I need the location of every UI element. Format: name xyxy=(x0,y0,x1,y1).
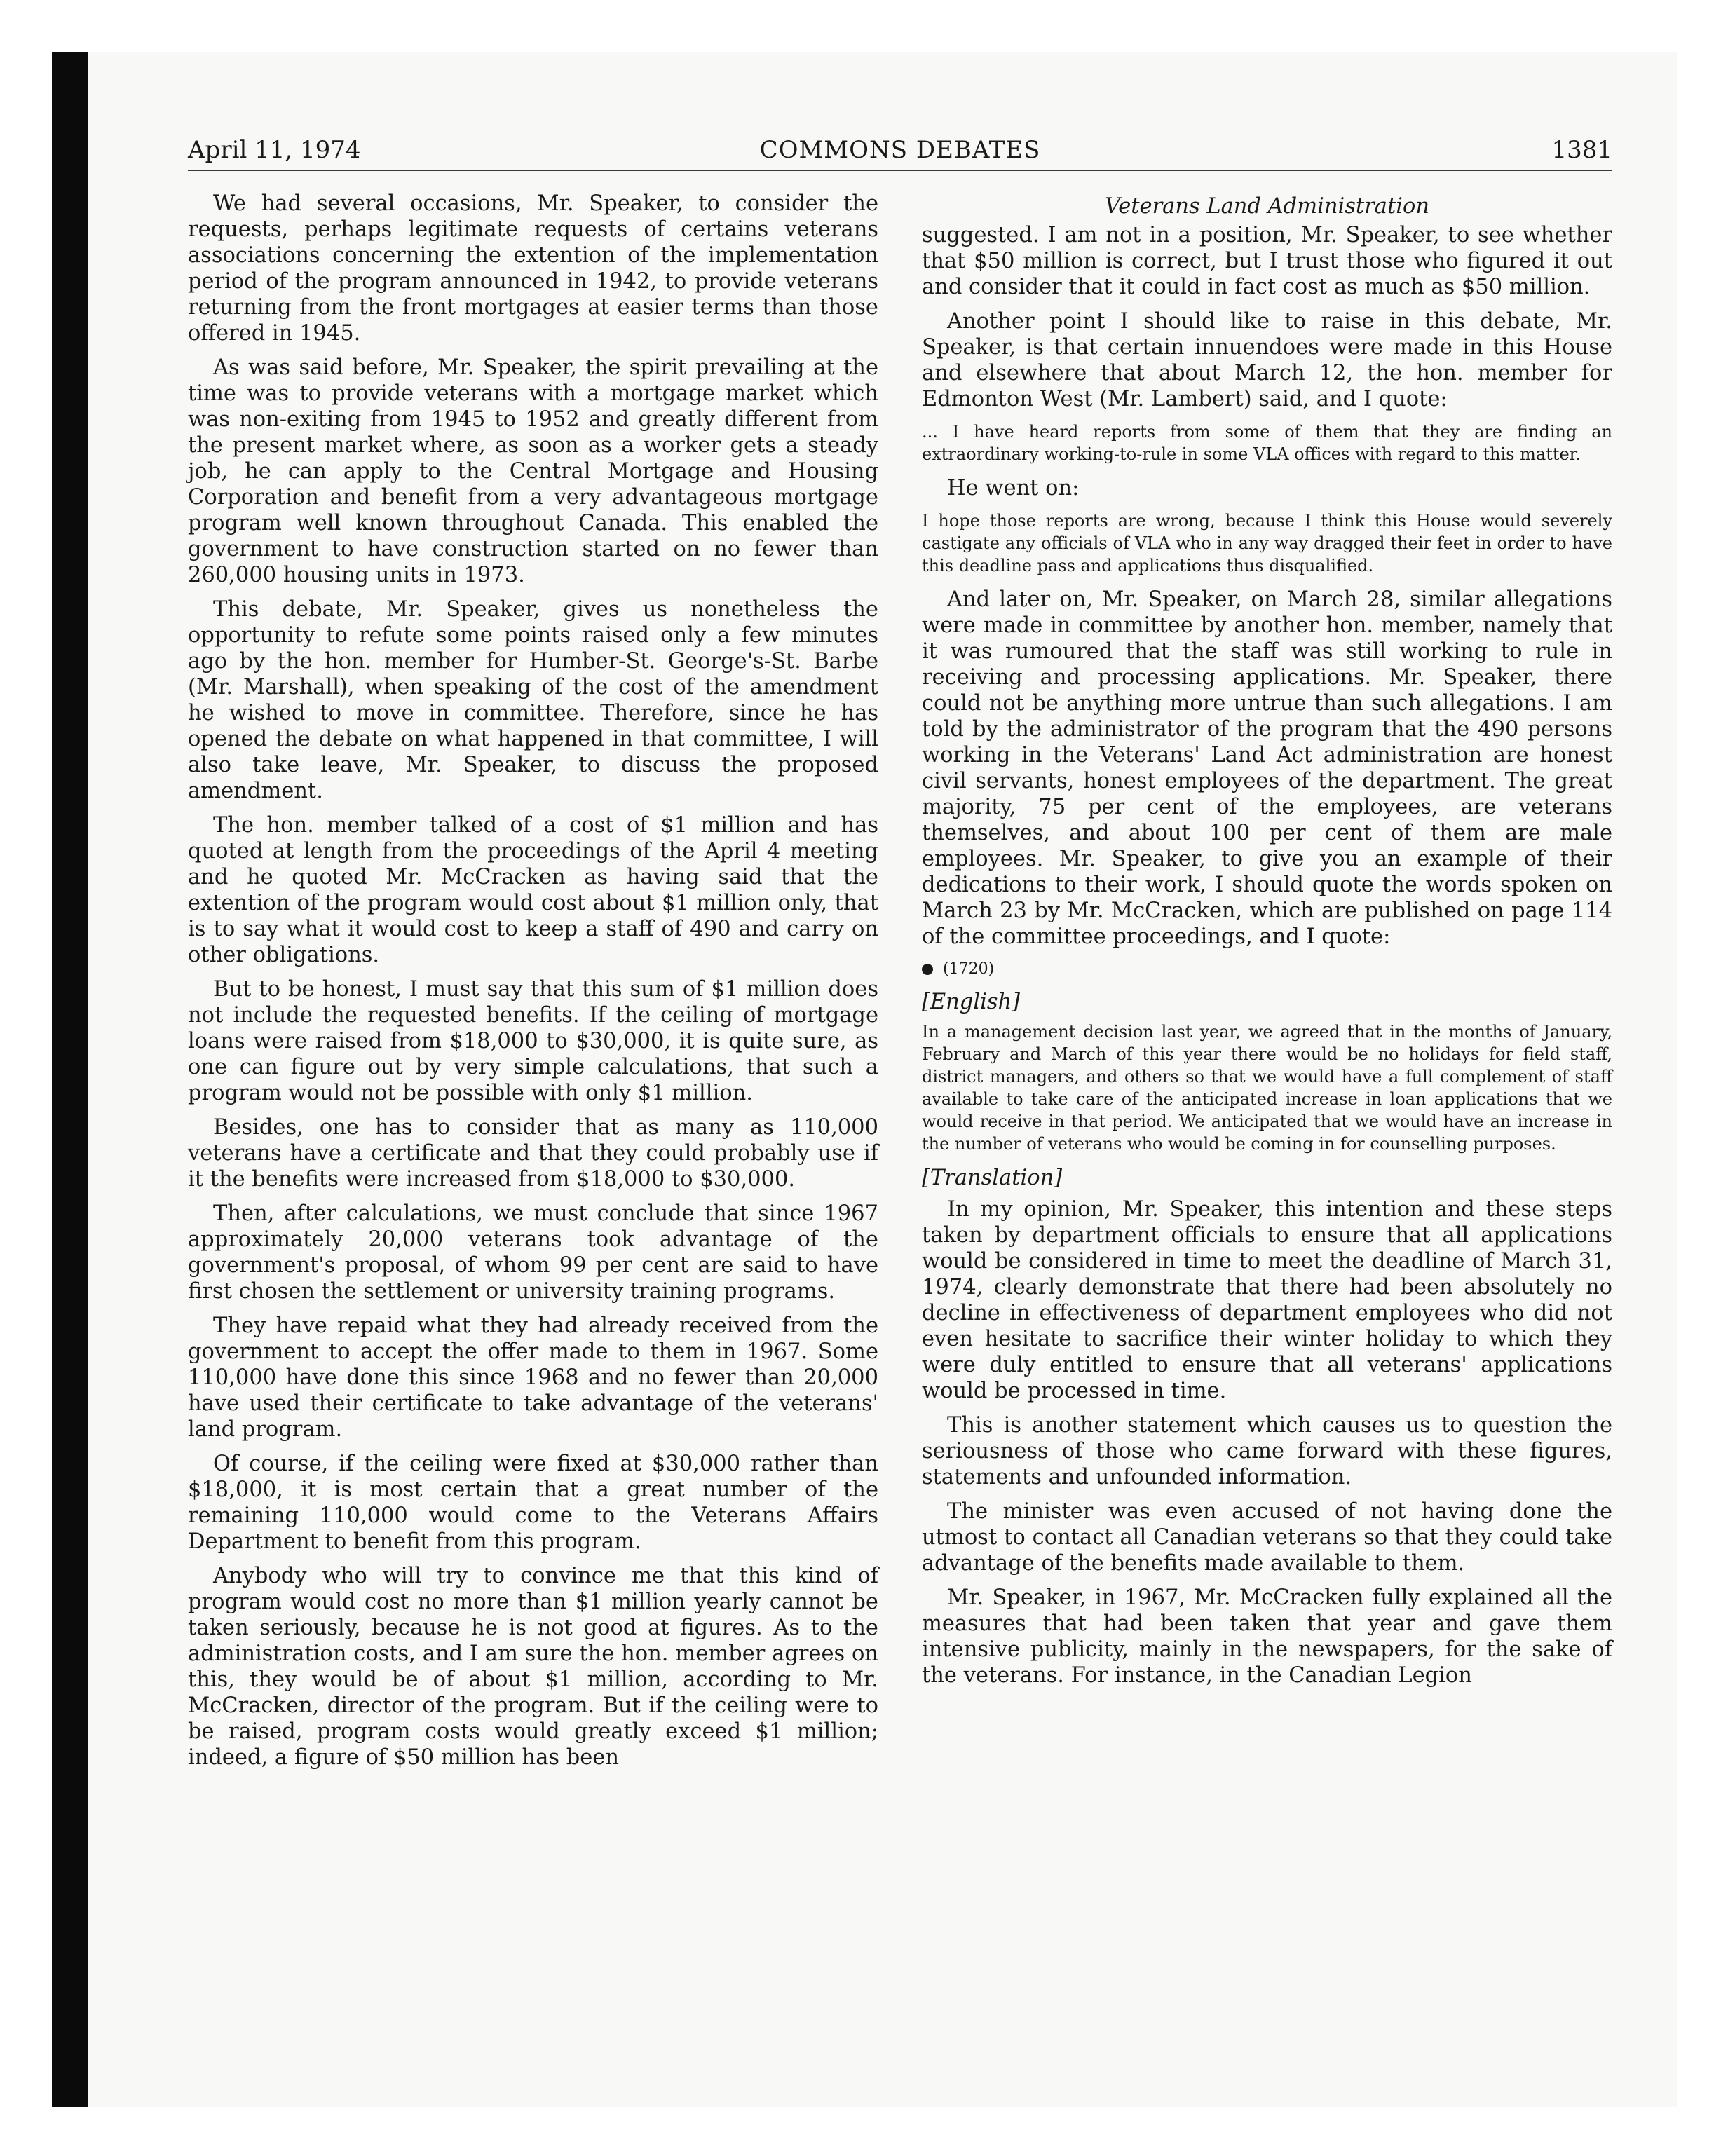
right-column xyxy=(922,193,1612,1697)
paragraph: The minister was even accused of not having done the utmost to contact all Canadian veterans so that they could take advantage of the benefits made available to them. xyxy=(922,1499,1612,1576)
paragraph: The hon. member talked of a cost of $1 million and has quoted at length from the proceedings of the April 4 meeting and he quoted Mr. McCracken as having said that the extention of the program would cost about $1 million only, that is to say what it would cost to keep a staff of 490 and carry on other obligations. xyxy=(188,813,878,967)
paragraph: Of course, if the ceiling were fixed at $30,000 rather than $18,000, it is most certain that a great number of the remaining 110,000 would come to the Veterans Affairs Department to benefit from this program. xyxy=(188,1452,878,1554)
paragraph: We had several occasions, Mr. Speaker, to consider the requests, perhaps legitimate requests of certains veterans associations concerning the extention of the implementation period of the program announced in 1942, to provide veterans returning from the front mortgages at easier terms than those offered in 1945. xyxy=(188,191,878,346)
paragraph: Besides, one has to consider that as many as 110,000 veterans have a certificate and that they could probably use if it the benefits were increased from $18,000 to $30,000. xyxy=(188,1115,878,1192)
block-quote: ... I have heard reports from some of them that they are finding an extraordinary working-to-rule in some VLA offices with regard to this matter. xyxy=(922,422,1612,464)
paragraph-continuation: suggested. I am not in a position, Mr. Speaker, to see whether that $50 million is correct, but I trust those who figured it out and consider that it could in fact cost as much as $50 million. xyxy=(922,223,1612,299)
header-date: April 11, 1974 xyxy=(188,136,361,164)
paragraph: This is another statement which causes us to question the seriousness of those who came forward with these figures, statements and unfounded information. xyxy=(922,1413,1612,1489)
header-page-number: 1381 xyxy=(1551,136,1612,164)
paragraph: Mr. Speaker, in 1967, Mr. McCracken fully explained all the measures that had been taken that year and gave them intensive publicity, mainly in the newspapers, for the sake of the veterans. For instance, in the Canadian Legion xyxy=(922,1585,1612,1688)
time-stamp-text: (1720) xyxy=(943,960,995,978)
paragraph: Another point I should like to raise in this debate, Mr. Speaker, is that certain innuendoes were made in this House and elsewhere that about March 12, the hon. member for Edmonton West (Mr. Lambert) said, and I quote: xyxy=(922,309,1612,411)
language-tag-english: [English] xyxy=(922,990,1021,1014)
paragraph: Then, after calculations, we must conclude that since 1967 approximately 20,000 veterans took advantage of the government's proposal, of whom 99 per cent are said to have first chosen the settlement or university training programs. xyxy=(188,1201,878,1304)
section-heading: Veterans Land Administration xyxy=(1105,194,1429,219)
paragraph: And later on, Mr. Speaker, on March 28, similar allegations were made in committee by another hon. member, namely that it was rumoured that the staff was still working to rule in receiving and processing applications. Mr. Speaker, there could not be anything more untrue than such allegations. I am told by the administrator of the program that the 490 persons working in the Veterans' Land Act administration are honest civil servants, honest employees of the department. The great majority, 75 per cent of the employees, are veterans themselves, and about 100 per cent of them are male employees. Mr. Speaker, to give you an example of their dedications to their work, I should quote the words spoken on March 23 by Mr. McCracken, which are published on page 114 of the committee proceedings, and I quote: xyxy=(922,587,1612,949)
left-column xyxy=(188,191,878,1779)
language-tag-translation: [Translation] xyxy=(922,1166,1063,1190)
bullet-icon xyxy=(922,964,933,975)
block-quote: In a management decision last year, we agreed that in the months of January, February and March of this year there would be no holidays for field staff, district managers, and others so that we would have a full complement of staff available to take care of the anticipated increase in loan applications that we would receive in that period. We anticipated that we would have an increase in the number of veterans who would be coming in for counselling purposes. xyxy=(922,1022,1612,1154)
page-header xyxy=(188,135,1612,171)
paragraph: In my opinion, Mr. Speaker, this intention and these steps taken by department officials to ensure that all applications would be considered in time to meet the deadline of March 31, 1974, clearly demonstrate that there had been absolutely no decline in effectiveness of department employees who did not even hesitate to sacrifice their winter holiday to which they were duly entitled to ensure that all veterans' applications would be processed in time. xyxy=(922,1197,1612,1403)
paragraph: But to be honest, I must say that this sum of $1 million does not include the requested benefits. If the ceiling of mortgage loans were raised from $18,000 to $30,000, it is quite sure, as one can figure out by very simple calculations, that such a program would not be possible with only $1 million. xyxy=(188,977,878,1105)
time-stamp xyxy=(922,958,1612,981)
header-title: COMMONS DEBATES xyxy=(759,136,1041,164)
block-quote: I hope those reports are wrong, because I think this House would severely castigate any officials of VLA who in any way dragged their feet in order to have this deadline pass and applications thus disqualified. xyxy=(922,511,1612,575)
paragraph: He went on: xyxy=(947,476,1080,500)
paragraph: They have repaid what they had already received from the government to accept the offer made to them in 1967. Some 110,000 have done this since 1968 and no fewer than 20,000 have used their certificate to take advantage of the veterans' land program. xyxy=(188,1314,878,1442)
paragraph: As was said before, Mr. Speaker, the spirit prevailing at the time was to provide veterans with a mortgage market which was non-exiting from 1945 to 1952 and greatly different from the present market where, as soon as a worker gets a steady job, he can apply to the Central Mortgage and Housing Corporation and benefit from a very advantageous mortgage program well known throughout Canada. This enabled the government to have construction started on no fewer than 260,000 housing units in 1973. xyxy=(188,355,878,587)
scan-border xyxy=(52,52,88,2107)
paragraph: Anybody who will try to convince me that this kind of program would cost no more than $1 million yearly cannot be taken seriously, because he is not good at figures. As to the administration costs, and I am sure the hon. member agrees on this, they would be of about $1 million, according to Mr. McCracken, director of the program. But if the ceiling were to be raised, program costs would greatly exceed $1 million; indeed, a figure of $50 million has been xyxy=(188,1564,878,1770)
paragraph: This debate, Mr. Speaker, gives us nonetheless the opportunity to refute some points raised only a few minutes ago by the hon. member for Humber-St. George's-St. Barbe (Mr. Marshall), when speaking of the cost of the amendment he wished to move in committee. Therefore, since he has opened the debate on what happened in that committee, I will also take leave, Mr. Speaker, to discuss the proposed amendment. xyxy=(188,597,878,803)
